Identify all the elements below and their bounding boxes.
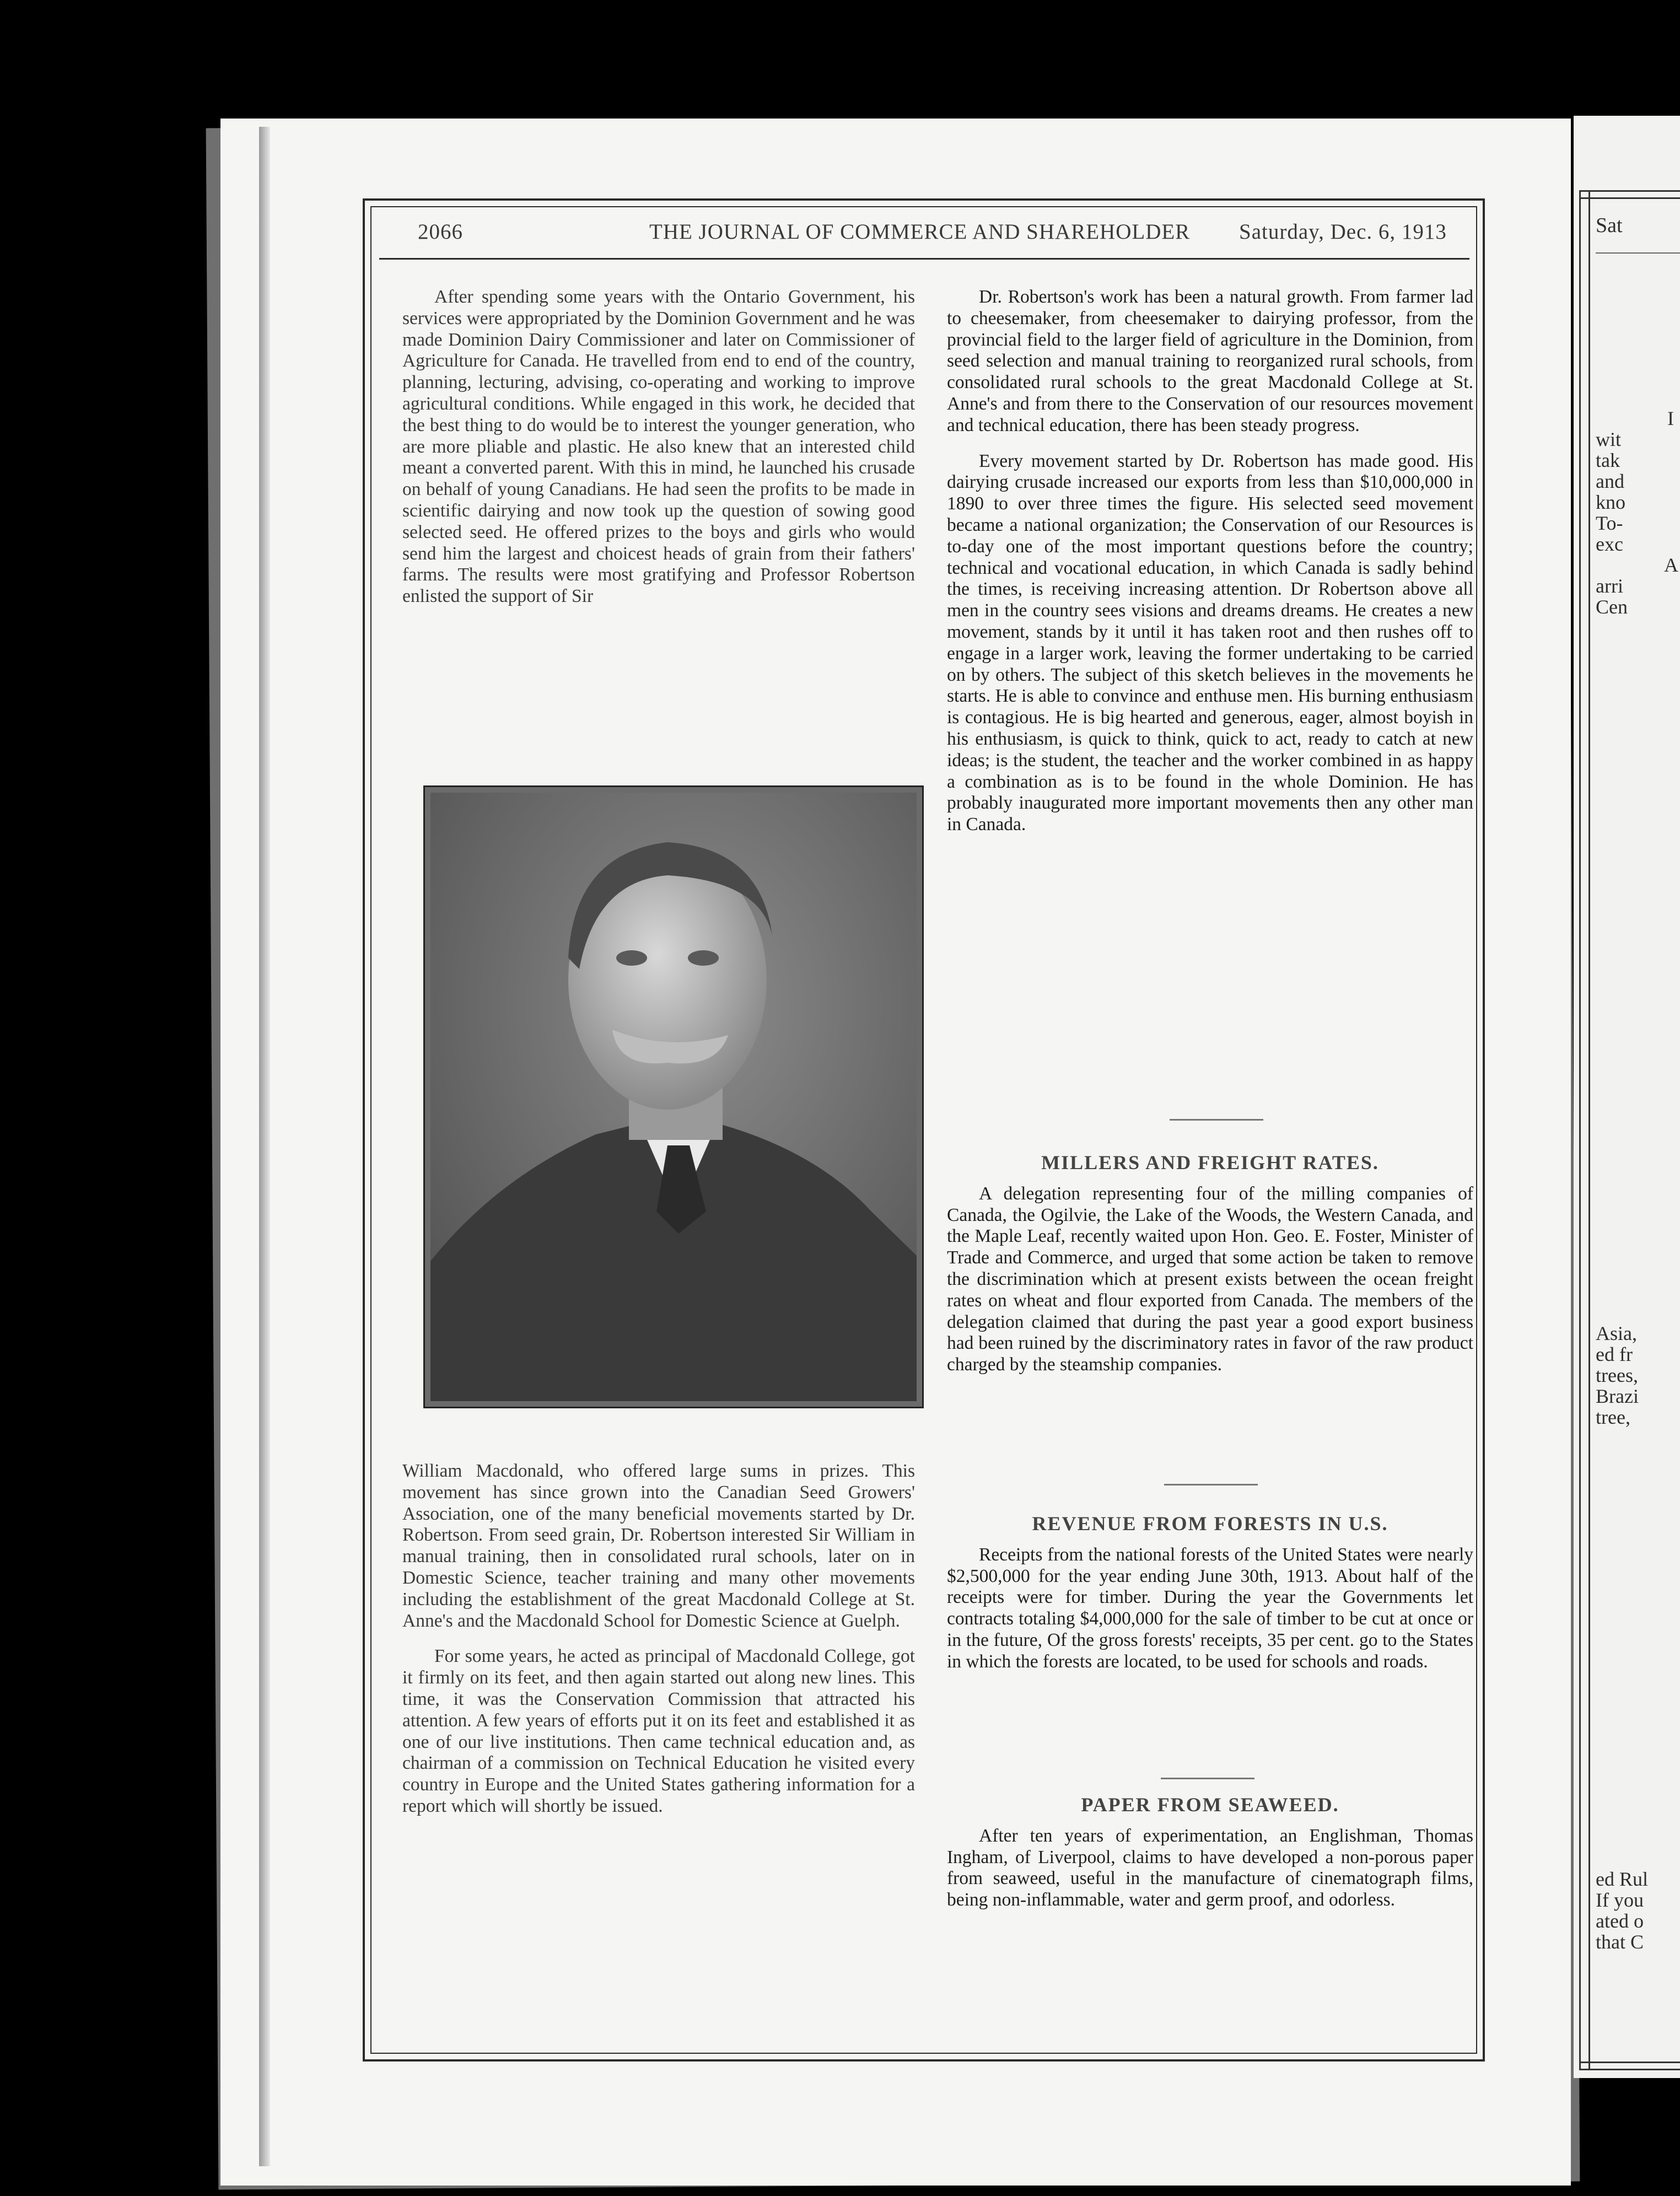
section-divider — [1170, 1119, 1263, 1121]
article-paragraph: Dr. Robertson's work has been a natural growth. From farmer lad to cheesemaker, from cheesemaker to dairying professor, from the provincial field to the larger field of agriculture in the Dominion, from seed selection and manual training to reorganized rural schools, from consolidated rural schools to the great Macdonald College at St. Anne's and from there to the Conservation of our resources movement and technical education, there has been steady progress. — [947, 287, 1473, 435]
next-page-line: kno — [1596, 491, 1625, 513]
next-page-line: ed fr — [1596, 1343, 1633, 1365]
next-page-line: Brazi — [1596, 1385, 1639, 1407]
article-paragraph: After spending some years with the Ontario Government, his services were appropriated by the Dominion Government and he was made Dominion Dairy Commissioner and later on Commissioner of Agriculture for Canada. He travelled from end to end of the country, planning, lecturing, advising, co-operating and working to improve agricultural conditions. While engaged in this work, he decided that the best thing to do would be to interest the younger generation, who are more pliable and plastic. He also knew that an interested child meant a converted parent. With this in mind, he launched his crusade on behalf of young Canadians. He had seen the profits to be made in scientific dairying and now took up the question of sowing good selected seed. He offered prizes to the boys and girls who would send him the largest and choicest heads of grain from their fathers' farms. The results were most gratifying and Professor Robertson enlisted the support of Sir — [402, 287, 915, 607]
left-column-bottom — [402, 1461, 915, 1817]
left-column-top — [402, 287, 915, 607]
portrait-image — [430, 793, 917, 1401]
running-header — [406, 215, 1491, 248]
page-binding-edge — [259, 127, 270, 2166]
section-heading: MILLERS AND FREIGHT RATES. — [1041, 1151, 1379, 1174]
next-page-line: ated o — [1596, 1910, 1644, 1932]
section-body: Receipts from the national forests of the United States were nearly $2,500,000 for the year ending June 30th, 1913. About half of the receipts were for timber. During the year the Governments let contracts totaling $4,000,000 for the sale of timber to be cut at once or in the future, Of the gross forests' receipts, 35 per cent. go to the States in which the forests are located, to be used for schools and roads. — [947, 1544, 1473, 1672]
section-heading: PAPER FROM SEAWEED. — [1081, 1794, 1339, 1816]
next-page-line: Asia, — [1596, 1322, 1637, 1344]
section-heading: REVENUE FROM FORESTS IN U.S. — [1032, 1513, 1388, 1535]
page-number: 2066 — [418, 220, 463, 244]
next-page-header: Sat — [1596, 214, 1623, 237]
next-page-frame-left — [1579, 190, 1590, 2070]
section-divider — [1161, 1778, 1254, 1779]
next-page-line: tak — [1596, 449, 1620, 471]
section-body: A delegation representing four of the milling companies of Canada, the Ogilvie, the Lake of the Woods, the Western Canada, and the Maple Leaf, recently waited upon Hon. Geo. E. Foster, Minister of Trade and Commerce, and urged that some action be taken to remove the discrimination which at present exists between the ocean freight rates on wheat and flour exported from Canada. The members of the delegation claimed that during the past year a good export business had been ruined by the discriminatory rates in favor of the raw product charged by the steamship companies. — [947, 1183, 1473, 1375]
next-page-line: arri — [1596, 575, 1623, 597]
next-page-line: tree, — [1596, 1406, 1630, 1428]
next-page-line: To- — [1596, 512, 1623, 534]
next-page-line: that C — [1596, 1931, 1644, 1953]
article-paragraph: William Macdonald, who offered large sums in prizes. This movement has since grown into the Canadian Seed Growers' Association, one of the many beneficial movements started by Dr. Robertson. From seed grain, Dr. Robertson interested Sir William in manual training, then in consolidated rural schools, later on in Domestic Science, teacher training and many other movements including the establishment of the great Macdonald College at St. Anne's and the Macdonald School for Domestic Science at Guelph. — [402, 1461, 915, 1631]
next-page-line: and — [1596, 470, 1624, 492]
next-page-line: Cen — [1596, 596, 1628, 618]
header-rule — [379, 258, 1469, 260]
next-page-line: exc — [1596, 533, 1623, 555]
next-page-frame-bottom — [1579, 2062, 1680, 2070]
article-paragraph: Every movement started by Dr. Robertson has made good. His dairying crusade increased our exports from less than $10,000,000 in 1890 to over three times the figure. His selected seed movement became a national organization; the Conservation of our Resources is to-day one of the most important questions before the country; technical and vocational education, in which Canada is sadly behind the times, is receiving increasing attention. Dr Robertson above all men in the country sees visions and dreams dreams. He creates a new movement, stands by it until it has taken root and then rushes off to engage in a larger work, leaving the former undertaking to be carried on by others. The subject of this sketch believes in the movements he starts. He is able to convince and enthuse men. His burning enthusiasm is contagious. He is big hearted and generous, eager, almost boyish in his enthusiasm, is quick to think, quick to act, ready to catch at new ideas; is the student, the teacher and the worker combined in as happy a combination as is to be found in the whole Dominion. He has probably inaugurated more important movements then any other man in Canada. — [947, 450, 1473, 835]
seaweed-section — [947, 1794, 1473, 1911]
section-divider — [1164, 1484, 1258, 1485]
section-body: After ten years of experimentation, an Englishman, Thomas Ingham, of Liverpool, claims to have developed a non-porous paper from seaweed, useful in the manufacture of cinematograph films, being non-inflammable, water and germ proof, and odorless. — [947, 1825, 1473, 1910]
next-page-line: wit — [1596, 428, 1622, 450]
next-page-line: ed Rul — [1596, 1868, 1648, 1890]
next-page-line: trees, — [1596, 1364, 1638, 1386]
issue-date: Saturday, Dec. 6, 1913 — [1239, 220, 1447, 244]
revenue-section — [947, 1513, 1473, 1673]
next-page-line: I — [1667, 407, 1674, 429]
next-page-line: If you — [1596, 1889, 1644, 1911]
right-column-article — [947, 287, 1473, 836]
next-page-frame-top — [1579, 190, 1680, 199]
next-page-header-rule — [1596, 252, 1680, 254]
next-page-fragment — [1574, 116, 1680, 2078]
portrait-photo — [423, 785, 924, 1408]
millers-section — [947, 1152, 1473, 1376]
next-page-line: A — [1664, 554, 1678, 576]
journal-title: THE JOURNAL OF COMMERCE AND SHAREHOLDER — [649, 220, 1191, 244]
article-paragraph: For some years, he acted as principal of Macdonald College, got it firmly on its feet, and then again started out along new lines. This time, it was the Conservation Commission that attracted his attention. A few years of efforts put it on its feet and established it as one of our live institutions. Then came technical education and, as chairman of a commission on Technical Education he visited every country in Europe and the United States gathering information for a report which will shortly be issued. — [402, 1646, 915, 1816]
